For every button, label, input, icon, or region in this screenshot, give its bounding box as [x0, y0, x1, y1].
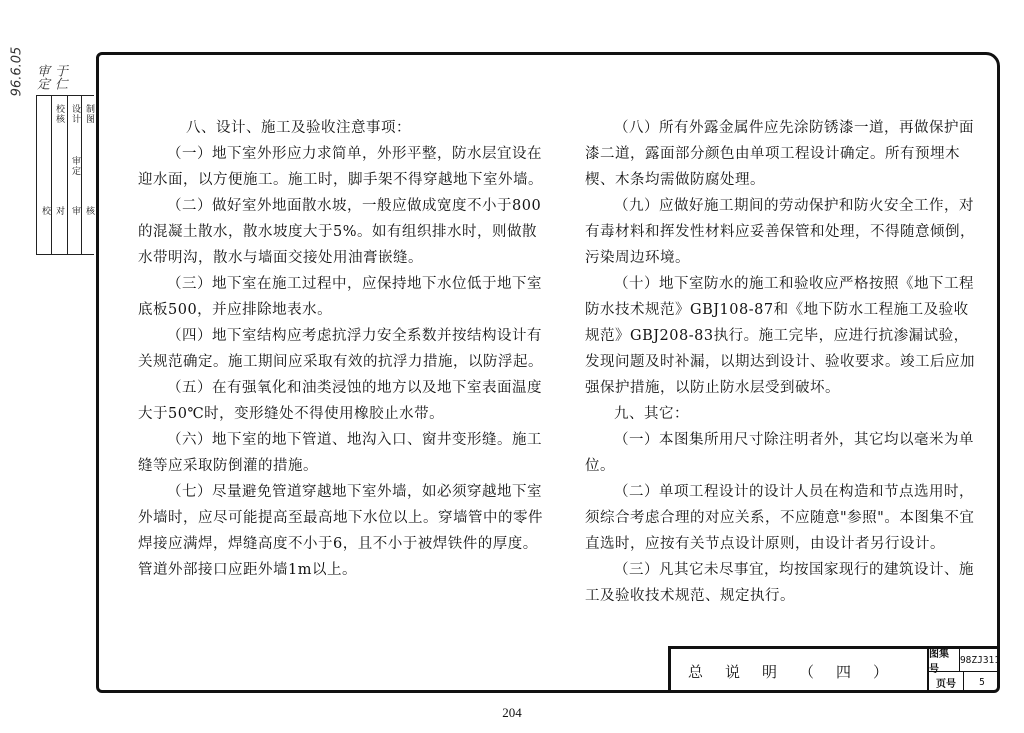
sidebar-label: 设计: [70, 104, 80, 124]
paragraph: （二）做好室外地面散水坡，一般应做成宽度不小于800的混凝土散水，散水坡度大于5%。如有组织排水时，则做散水带明沟，散水与墙面交接处用油膏嵌缝。: [138, 198, 542, 266]
right-text-column: [585, 115, 981, 609]
paragraph: （一）本图集所用尺寸除注明者外，其它均以毫米为单位。: [585, 432, 974, 474]
sidebar-label: 校核: [54, 104, 64, 124]
paragraph: （七）尽量避免管道穿越地下室外墙，如必须穿越地下室外墙时，应尽可能提高至最高地下水位以上。穿墙管中的零件焊接应满焊，焊缝高度不小于6，且不小于被焊铁件的厚度。管道外部接口应距外墙1m以上。: [138, 484, 543, 578]
paragraph: （十）地下室防水的施工和验收应严格按照《地下工程防水技术规范》GBJ108-87和《地下防水工程施工及验收规范》GBJ208-83执行。施工完毕，应进行抗渗漏试验，发现问题及时补漏，以期达到设计、验收要求。竣工后应加强保护措施，以防止防水层受到破坏。: [585, 276, 975, 396]
sidebar-label: 审: [70, 206, 80, 216]
section-heading: 八、设计、施工及验收注意事项：: [186, 120, 411, 136]
page-number: 204: [502, 705, 522, 720]
sidebar-label: 对: [54, 206, 64, 216]
paragraph: （二）单项工程设计的设计人员在构造和节点选用时，须综合考虑合理的对应关系，不应随意"参照"。本图集不宜直选时，应按有关节点设计原则，由设计者另行设计。: [585, 484, 975, 552]
paragraph: （六）地下室的地下管道、地沟入口、窗井变形缝。施工缝等应采取防倒灌的措施。: [138, 432, 542, 474]
atlas-number-label: 图集号: [929, 649, 960, 671]
sidebar-label: 制图: [84, 104, 94, 124]
sidebar-label: 校: [40, 206, 50, 216]
page-number-label: 页号: [929, 671, 964, 693]
sidebar-label: 核: [84, 206, 94, 216]
paragraph: （四）地下室结构应考虑抗浮力安全系数并按结构设计有关规范确定。施工期间应采取有效的抗浮力措施，以防浮起。: [138, 328, 543, 370]
handwritten-annotation: 96.6.05 审定 于仁: [9, 46, 67, 97]
paragraph: （五）在有强氧化和油类浸蚀的地方以及地下室表面温度大于50℃时，变形缝处不得使用橡胶止水带。: [138, 380, 542, 422]
drawing-title: 总说明（四）: [671, 649, 929, 693]
paragraph: （三）地下室在施工过程中，应保持地下水位低于地下室底板500，并应排除地表水。: [138, 276, 542, 318]
sidebar-label: 审定: [70, 156, 80, 176]
paragraph: （八）所有外露金属件应先涂防锈漆一道，再做保护面漆二道，露面部分颜色由单项工程设计确定。所有预埋木楔、木条均需做防腐处理。: [585, 120, 974, 188]
title-block: [668, 646, 1000, 693]
signature-sidebar: [36, 95, 94, 255]
left-text-column: [138, 115, 543, 583]
paragraph: （一）地下室外形应力求简单，外形平整，防水层宜设在迎水面，以方便施工。施工时，脚手架不得穿越地下室外墙。: [138, 146, 543, 188]
page-number-value: 5: [979, 676, 985, 688]
paragraph: 九、其它：: [614, 406, 689, 422]
atlas-number-value: 98ZJ311: [959, 654, 1000, 666]
paragraph: （九）应做好施工期间的劳动保护和防火安全工作，对有毒材料和挥发性材料应妥善保管和处理，不得随意倾倒，污染周边环境。: [585, 198, 975, 266]
paragraph: （三）凡其它未尽事宜，均按国家现行的建筑设计、施工及验收技术规范、规定执行。: [585, 562, 974, 604]
